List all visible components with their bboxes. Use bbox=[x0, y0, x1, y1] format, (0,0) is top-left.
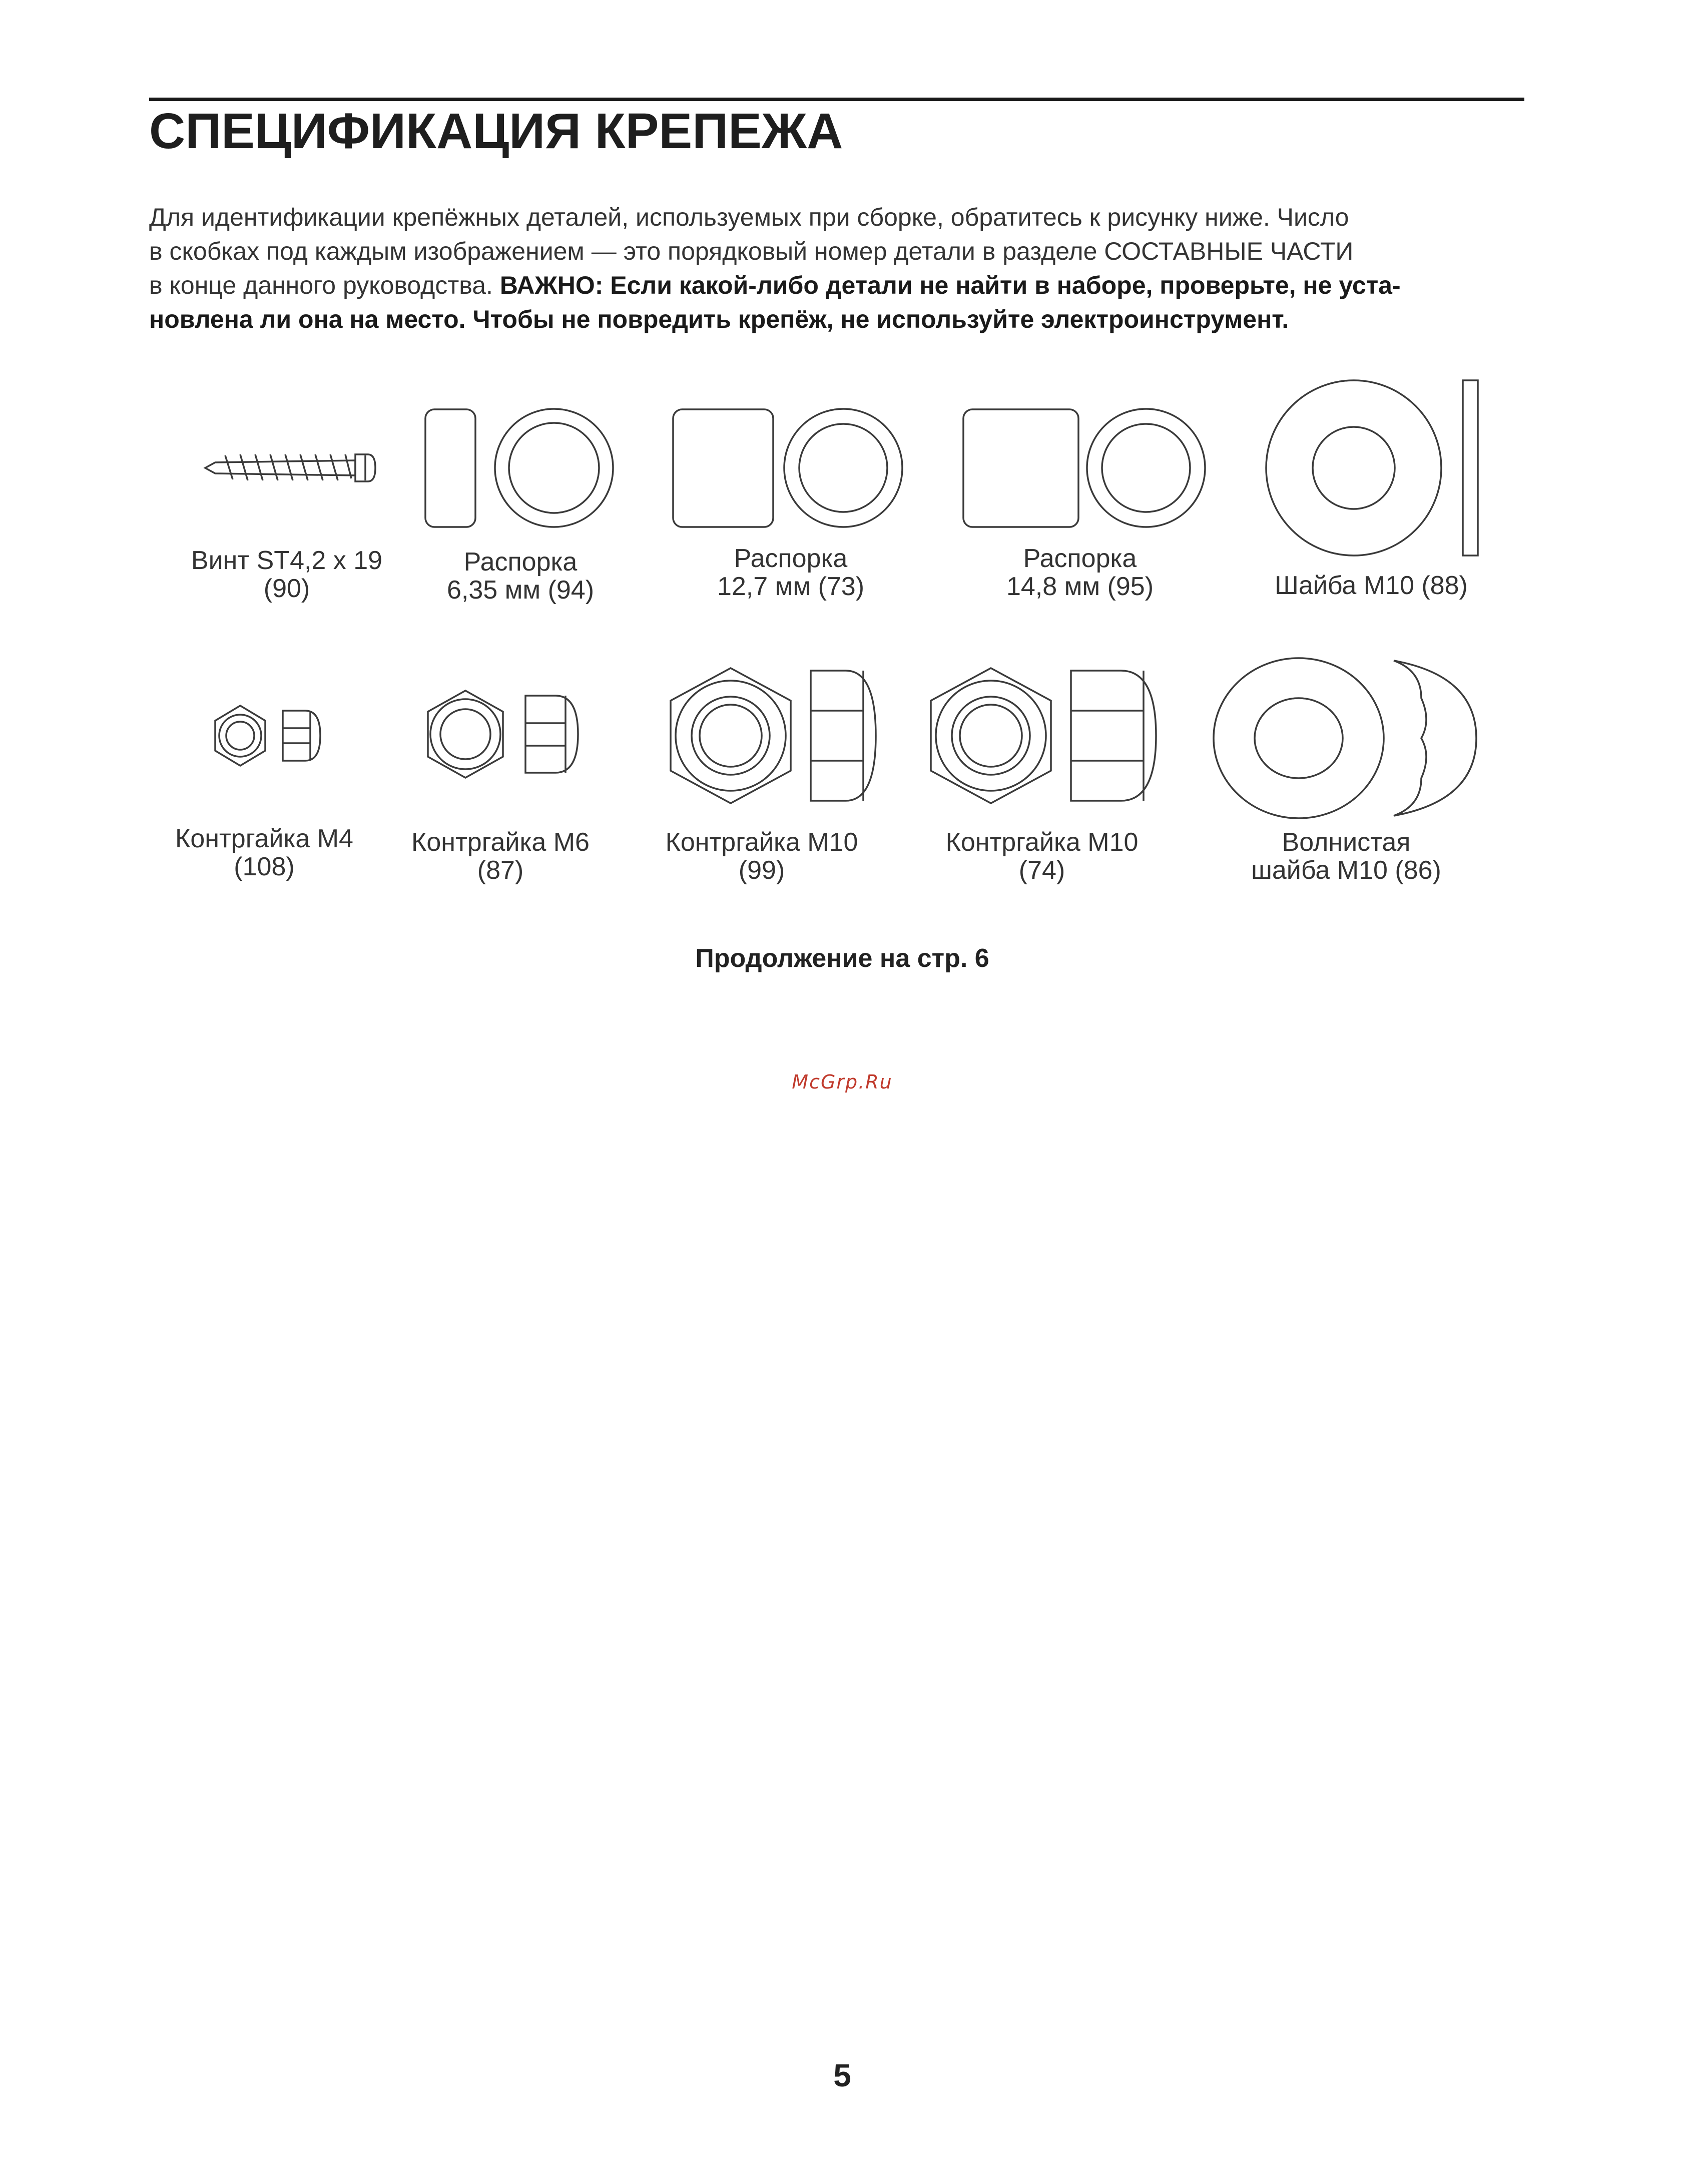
part-name: Контргайка M6 bbox=[411, 828, 590, 857]
part-name: Контргайка M10 bbox=[945, 828, 1139, 857]
spacer-icon bbox=[671, 405, 906, 530]
page-title: СПЕЦИФИКАЦИЯ КРЕПЕЖА bbox=[149, 103, 843, 159]
part-name: Винт ST4,2 x 19 bbox=[191, 546, 383, 575]
important-note: ВАЖНО: Если какой-либо детали не найти в наборе, проверьте, не уста- bbox=[499, 271, 1401, 299]
parts-chart bbox=[0, 0, 1685, 951]
wave-washer-icon bbox=[1211, 656, 1481, 821]
intro-line-3-text: в конце данного руководства. bbox=[149, 271, 500, 299]
part-name: Распорка bbox=[463, 548, 578, 577]
part-label-87 bbox=[411, 828, 590, 884]
spacer-icon bbox=[961, 405, 1211, 530]
part-label-73 bbox=[717, 544, 864, 601]
spacer-icon bbox=[423, 405, 618, 530]
part-label-95 bbox=[1006, 544, 1154, 601]
intro-line-2: в скобках под каждым изображением — это порядковый номер детали в разделе СОСТАВНЫЕ ЧАСТИ bbox=[149, 237, 1354, 265]
part-label-90 bbox=[191, 547, 382, 603]
part-label-88 bbox=[1275, 572, 1468, 600]
part-label-86 bbox=[1251, 828, 1441, 884]
part-name: Распорка bbox=[1023, 544, 1137, 573]
part-label-94 bbox=[447, 548, 594, 604]
part-name: Контргайка M4 bbox=[175, 824, 353, 853]
part-number: (99) bbox=[738, 856, 785, 885]
continue-note: Продолжение на стр. 6 bbox=[695, 944, 989, 973]
part-label-108 bbox=[175, 825, 353, 881]
screw-icon bbox=[195, 435, 385, 500]
locknut-icon bbox=[926, 663, 1166, 813]
intro-line-1: Для идентификации крепёжных деталей, используемых при сборке, обратитесь к рисунку ниже. Число bbox=[149, 203, 1349, 231]
part-name: Волнистая bbox=[1282, 828, 1411, 857]
part-label-74 bbox=[946, 828, 1139, 884]
part-number: шайба M10 (86) bbox=[1251, 856, 1441, 885]
part-number: 12,7 мм (73) bbox=[717, 572, 865, 601]
locknut-icon bbox=[666, 663, 881, 813]
part-number: (108) bbox=[234, 852, 295, 881]
part-name: Шайба M10 (88) bbox=[1275, 571, 1468, 600]
part-name: Контргайка M10 bbox=[665, 828, 858, 857]
part-number: (87) bbox=[477, 856, 524, 885]
locknut-icon bbox=[210, 701, 330, 776]
part-label-99 bbox=[666, 828, 858, 884]
part-number: (74) bbox=[1018, 856, 1065, 885]
watermark: McGrp.Ru bbox=[792, 1071, 893, 1093]
locknut-icon bbox=[420, 686, 586, 791]
part-number: 14,8 мм (95) bbox=[1006, 572, 1154, 601]
part-number: (90) bbox=[263, 574, 310, 603]
important-note-cont: новлена ли она на место. Чтобы не повредить крепёж, не используйте электроинструмент. bbox=[149, 305, 1289, 333]
part-number: 6,35 мм (94) bbox=[446, 576, 595, 605]
part-name: Распорка bbox=[734, 544, 848, 573]
washer-icon bbox=[1264, 378, 1489, 558]
page-number: 5 bbox=[833, 2057, 851, 2093]
